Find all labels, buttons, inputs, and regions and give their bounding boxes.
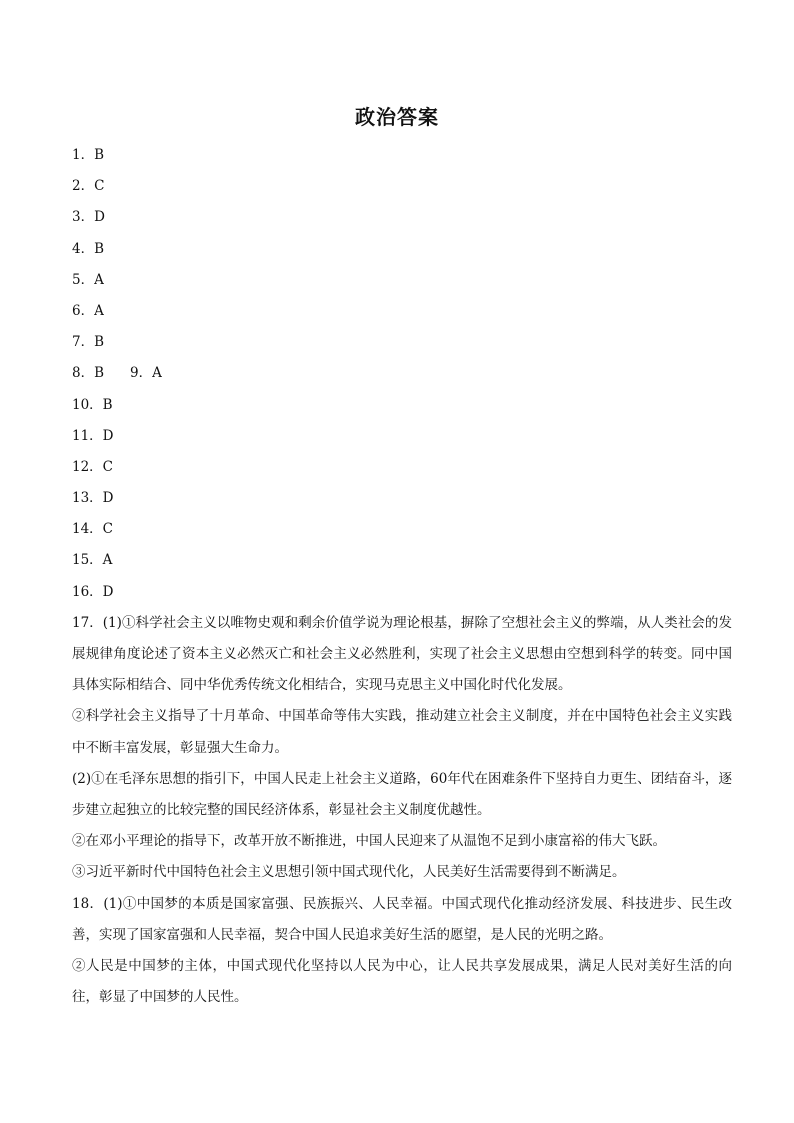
- answer-1: 1．B: [72, 147, 105, 163]
- answer-5: 5．A: [72, 271, 104, 288]
- q17-part2-point3: ③习近平新时代中国特色社会主义思想引领中国式现代化，人民美好生活需要得到不断满足。: [72, 864, 626, 881]
- answer-12: 12．C: [72, 458, 114, 475]
- answer-15: 15．A: [72, 552, 113, 569]
- answer-row-8-9: [72, 358, 732, 389]
- answer-8: 8．B: [72, 365, 105, 382]
- q17-part1-point2: ②科学社会主义指导了十月革命、中国革命等伟大实践，推动建立社会主义制度，并在中国特色社会主义实践中不断丰富发展，彰显强大生命力。: [72, 708, 732, 756]
- answer-6: 6．A: [72, 302, 104, 319]
- answer-14: 14．C: [72, 521, 114, 538]
- answer-10: 10．B: [72, 396, 113, 413]
- q17-part2-point2: ②在邓小平理论的指导下，改革开放不断推进，中国人民迎来了从温饱不足到小康富裕的伟大飞跃。: [72, 833, 666, 850]
- answer-13: 13．D: [72, 490, 114, 507]
- answer-4: 4．B: [72, 240, 105, 257]
- answer-9: 9．A: [130, 365, 162, 382]
- q18-part1-point2: ②人民是中国梦的主体，中国式现代化坚持以人民为中心，让人民共享发展成果，满足人民对美好生活的向往，彰显了中国梦的人民性。: [72, 958, 732, 1006]
- answer-7: 7．B: [72, 334, 105, 351]
- answer-2: 2．C: [72, 178, 105, 195]
- q17-part1-point1: 17．(1)①科学社会主义以唯物史观和剩余价值学说为理论根基，摒除了空想社会主义的弊端，从人类社会的发展规律角度论述了资本主义必然灭亡和社会主义必然胜利，实现了社会主义思想由空想到科学的转变。同中国具体实际相结合、同中华优秀传统文化相结合，实现马克思主义中国化时代化发展。: [72, 614, 732, 694]
- answer-list: [72, 140, 732, 1013]
- answer-16: 16．D: [72, 583, 114, 600]
- page-title: 政治答案: [355, 105, 439, 129]
- answer-3: 3．D: [72, 209, 105, 226]
- q17-part2-point1: (2)①在毛泽东思想的指引下，中国人民走上社会主义道路，60年代在困难条件下坚持自力更生、团结奋斗，逐步建立起独立的比较完整的国民经济体系，彰显社会主义制度优越性。: [72, 770, 732, 819]
- answer-11: 11．D: [72, 427, 114, 444]
- q18-part1-point1: 18．(1)①中国梦的本质是国家富强、民族振兴、人民幸福。中国式现代化推动经济发展、科技进步、民生改善，实现了国家富强和人民幸福，契合中国人民追求美好生活的愿望，是人民的光明之路。: [72, 895, 732, 943]
